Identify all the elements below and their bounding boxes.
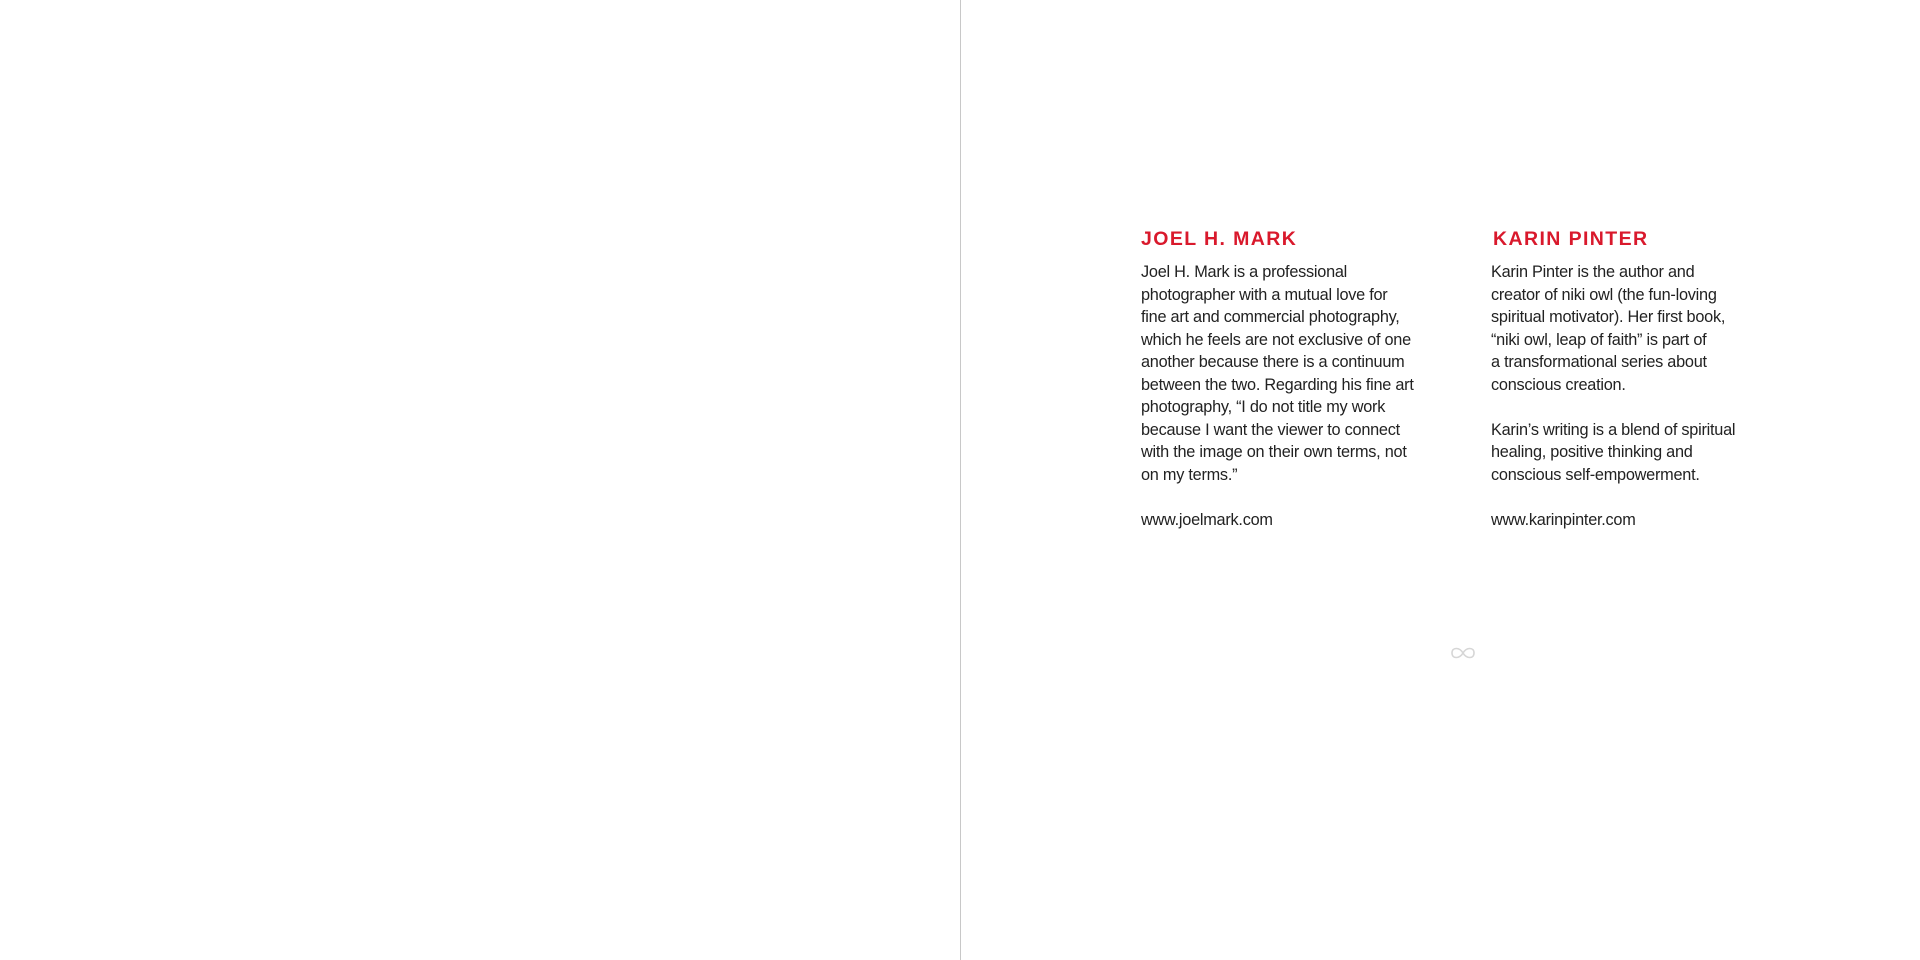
author-website-link[interactable]: www.joelmark.com bbox=[1141, 510, 1273, 529]
author-bio-joel-mark bbox=[1141, 226, 1451, 531]
author-website-link[interactable]: www.karinpinter.com bbox=[1491, 510, 1636, 529]
author-bio-karin-pinter bbox=[1491, 226, 1791, 531]
author-name-heading: KARIN PINTER bbox=[1493, 228, 1649, 250]
author-bio-paragraph: Karin Pinter is the author and creator of niki owl (the fun-loving spiritual motivator). Her first book, “niki owl, leap of faith” is part of a transformational series about conscious creation. bbox=[1491, 263, 1726, 394]
author-bio-paragraph: Joel H. Mark is a professional photographer with a mutual love for fine art and commercial photography, which he feels are not exclusive of one another because there is a continuum between the two. Regarding his fine art photography, “I do not title my work because I want the viewer to connect with the image on their own terms, not on my terms.” bbox=[1141, 263, 1414, 484]
author-bio-paragraph: Karin’s writing is a blend of spiritual healing, positive thinking and conscious self-empowerment. bbox=[1491, 420, 1736, 484]
infinity-icon bbox=[1449, 643, 1477, 663]
author-name-heading: JOEL H. MARK bbox=[1141, 228, 1298, 250]
